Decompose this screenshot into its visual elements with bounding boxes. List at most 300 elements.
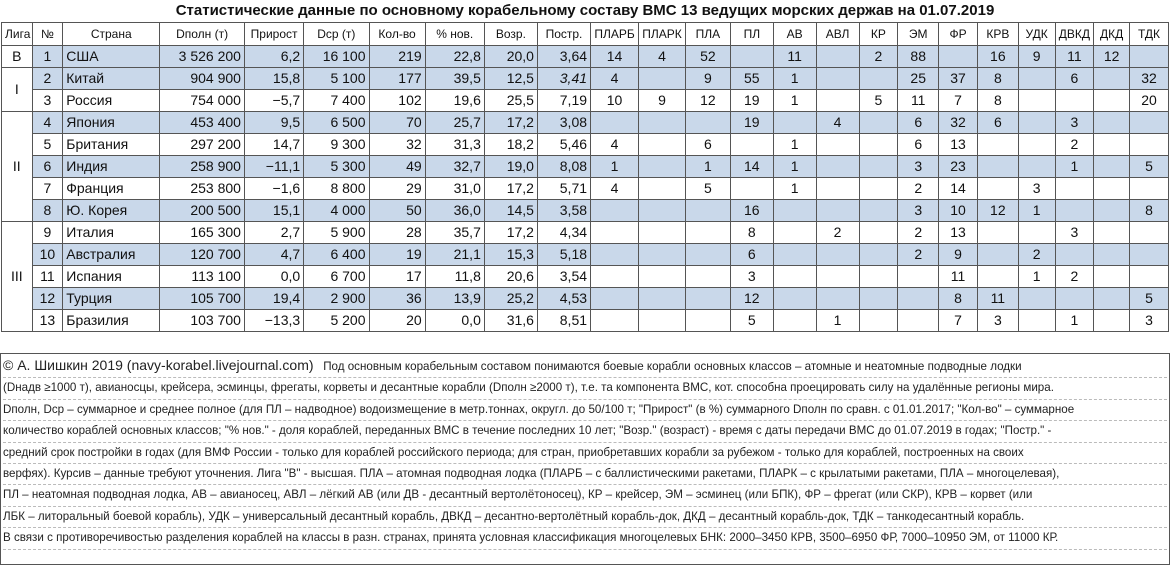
table-cell: 6: [1055, 68, 1094, 90]
table-cell: [1018, 68, 1055, 90]
table-cell: 11,8: [425, 266, 484, 288]
table-cell: 11: [977, 288, 1018, 310]
table-cell: 5: [859, 90, 898, 112]
table-cell: [1130, 46, 1169, 68]
table-cell: 2: [1055, 134, 1094, 156]
table-cell: [898, 310, 939, 332]
table-cell: 3: [898, 156, 939, 178]
table-cell: 32,7: [425, 156, 484, 178]
table-cell: 8: [32, 200, 63, 222]
table-cell: −1,6: [244, 178, 303, 200]
table-cell: [1094, 112, 1130, 134]
table-cell: 4,34: [537, 222, 590, 244]
table-cell: 5 300: [304, 156, 369, 178]
table-cell: 8: [1130, 200, 1169, 222]
table-cell: [1094, 68, 1130, 90]
column-header: №: [32, 23, 63, 46]
table-cell: 16: [977, 46, 1018, 68]
table-cell: 2: [898, 178, 939, 200]
table-cell: 9: [32, 222, 63, 244]
table-cell: 2,7: [244, 222, 303, 244]
table-row: [2, 134, 1169, 156]
table-cell: 20,6: [484, 266, 537, 288]
table-cell: 10: [591, 90, 639, 112]
column-header: Dср (т): [304, 23, 369, 46]
table-row: [2, 244, 1169, 266]
table-cell: [639, 156, 686, 178]
table-cell: [859, 112, 898, 134]
table-cell: 29: [369, 178, 425, 200]
table-cell: [1130, 112, 1169, 134]
table-cell: 258 900: [160, 156, 245, 178]
table-cell: 32: [1130, 68, 1169, 90]
table-cell: 6 500: [304, 112, 369, 134]
table-cell: [1130, 266, 1169, 288]
column-header: ДКД: [1094, 23, 1130, 46]
table-cell: [730, 46, 773, 68]
table-cell: [639, 200, 686, 222]
table-cell: 28: [369, 222, 425, 244]
table-cell: 1: [32, 46, 63, 68]
table-cell: 20,0: [484, 46, 537, 68]
table-cell: [591, 244, 639, 266]
table-cell: [1018, 288, 1055, 310]
table-row: [2, 200, 1169, 222]
table-cell: 3: [1055, 112, 1094, 134]
table-cell: 15,3: [484, 244, 537, 266]
table-cell: [977, 266, 1018, 288]
table-cell: 113 100: [160, 266, 245, 288]
table-cell: [685, 200, 730, 222]
table-cell: 6: [898, 112, 939, 134]
table-cell: 5 900: [304, 222, 369, 244]
table-cell: 1: [773, 90, 816, 112]
table-cell: 7: [939, 310, 978, 332]
table-cell: 6: [898, 134, 939, 156]
table-cell: 3: [1130, 310, 1169, 332]
notes-text: Под основным корабельным составом понимаются боевые корабли основных классов – атомные и неатомные подводные лодки: [323, 360, 1022, 373]
table-cell: −5,7: [244, 90, 303, 112]
table-cell: 32: [369, 134, 425, 156]
table-cell: 3: [1018, 178, 1055, 200]
country-cell: Австралия: [63, 244, 160, 266]
table-row: [2, 178, 1169, 200]
table-cell: 6: [685, 134, 730, 156]
column-header: ПЛ: [730, 23, 773, 46]
table-cell: [816, 178, 859, 200]
table-cell: 14: [730, 156, 773, 178]
table-cell: 5: [685, 178, 730, 200]
column-header: Лига: [2, 23, 33, 46]
table-cell: 25: [898, 68, 939, 90]
table-cell: 19: [369, 244, 425, 266]
table-cell: 25,2: [484, 288, 537, 310]
table-cell: 0,0: [425, 310, 484, 332]
column-header: ЭМ: [898, 23, 939, 46]
table-cell: [816, 266, 859, 288]
table-cell: 19: [730, 90, 773, 112]
notes-line-9: В связи с противоречивостью разделения кораблей на классы в разн. странах, принята условная классификация многоцелевых БНК: 2000–3450 КРВ, 3500–6950 ФР, 7000–10950 ЭМ, от 11000 КР.: [3, 528, 1167, 549]
table-cell: [639, 112, 686, 134]
column-header: АВЛ: [816, 23, 859, 46]
table-cell: [859, 310, 898, 332]
table-row: [2, 310, 1169, 332]
table-cell: 12: [32, 288, 63, 310]
country-cell: США: [63, 46, 160, 68]
table-cell: 13: [939, 222, 978, 244]
table-cell: 8 800: [304, 178, 369, 200]
table-cell: [1018, 222, 1055, 244]
table-cell: [685, 266, 730, 288]
table-cell: 12: [730, 288, 773, 310]
table-cell: 36,0: [425, 200, 484, 222]
table-cell: 19: [730, 112, 773, 134]
table-cell: [591, 310, 639, 332]
table-cell: 3: [898, 200, 939, 222]
table-cell: 20: [1130, 90, 1169, 112]
table-cell: [773, 244, 816, 266]
table-cell: 2: [1018, 244, 1055, 266]
table-cell: 14: [939, 178, 978, 200]
table-cell: 13,9: [425, 288, 484, 310]
table-cell: 18,2: [484, 134, 537, 156]
table-cell: 2: [1055, 266, 1094, 288]
league-cell: III: [2, 222, 33, 332]
table-cell: 11: [1055, 46, 1094, 68]
table-cell: [1094, 244, 1130, 266]
table-row: [2, 266, 1169, 288]
table-cell: 36: [369, 288, 425, 310]
table-cell: [1018, 156, 1055, 178]
table-cell: 14,5: [484, 200, 537, 222]
table-cell: 297 200: [160, 134, 245, 156]
table-cell: [977, 156, 1018, 178]
table-cell: [730, 134, 773, 156]
table-cell: [859, 266, 898, 288]
table-cell: 1: [773, 134, 816, 156]
country-cell: Россия: [63, 90, 160, 112]
table-cell: 6: [32, 156, 63, 178]
notes-line-6: верфях). Курсив – данные требуют уточнения. Лига "В" - высшая. ПЛА – атомная подводная лодка (ПЛАРБ – с баллистическими ракетами, ПЛАРК – с крылатыми ракетами, ПЛА – многоцелевая),: [3, 464, 1167, 485]
table-cell: [591, 222, 639, 244]
table-cell: 3: [730, 266, 773, 288]
table-cell: 165 300: [160, 222, 245, 244]
table-cell: [1094, 200, 1130, 222]
table-cell: [1094, 310, 1130, 332]
column-header: ФР: [939, 23, 978, 46]
table-cell: [816, 46, 859, 68]
table-cell: 21,1: [425, 244, 484, 266]
country-cell: Италия: [63, 222, 160, 244]
copyright: © А. Шишкин 2019 (navy-korabel.livejournal.com): [3, 357, 314, 373]
table-cell: 4: [591, 178, 639, 200]
table-cell: [977, 222, 1018, 244]
table-cell: [859, 156, 898, 178]
notes-line-5: средний срок постройки в годах (для ВМФ России - только для кораблей российского периода; для стран, приобретавших корабли за рубежом - только для кораблей, построенных на своих: [3, 443, 1167, 464]
table-cell: 9 300: [304, 134, 369, 156]
table-cell: [1018, 134, 1055, 156]
table-cell: [639, 222, 686, 244]
table-cell: 9: [685, 68, 730, 90]
table-cell: 5: [1130, 156, 1169, 178]
table-cell: [1094, 222, 1130, 244]
table-cell: 6: [977, 112, 1018, 134]
table-cell: [773, 288, 816, 310]
table-cell: 8,08: [537, 156, 590, 178]
table-cell: 6 700: [304, 266, 369, 288]
table-title: Статистические данные по основному корабельному составу ВМС 13 ведущих морских держав на 01.07.2019: [175, 2, 995, 19]
table-cell: 904 900: [160, 68, 245, 90]
table-cell: 5,71: [537, 178, 590, 200]
table-cell: 17,2: [484, 178, 537, 200]
table-cell: [977, 134, 1018, 156]
table-cell: [1055, 244, 1094, 266]
table-cell: 6,2: [244, 46, 303, 68]
column-header: КР: [859, 23, 898, 46]
table-cell: 35,7: [425, 222, 484, 244]
table-cell: 12: [1094, 46, 1130, 68]
table-cell: 16: [730, 200, 773, 222]
table-cell: 9: [1018, 46, 1055, 68]
table-cell: 25,5: [484, 90, 537, 112]
table-cell: 1: [685, 156, 730, 178]
table-cell: 12,5: [484, 68, 537, 90]
navy-stats-table: [1, 22, 1169, 332]
table-row: [2, 156, 1169, 178]
table-cell: 3,54: [537, 266, 590, 288]
table-cell: 4: [816, 112, 859, 134]
table-cell: 5,46: [537, 134, 590, 156]
table-cell: [773, 112, 816, 134]
country-cell: Испания: [63, 266, 160, 288]
table-cell: 4: [591, 68, 639, 90]
table-cell: [639, 178, 686, 200]
table-cell: 5: [32, 134, 63, 156]
table-cell: [1094, 288, 1130, 310]
table-cell: 14,7: [244, 134, 303, 156]
country-cell: Китай: [63, 68, 160, 90]
table-cell: 3: [32, 90, 63, 112]
table-cell: 9: [639, 90, 686, 112]
table-cell: [1130, 134, 1169, 156]
table-cell: [859, 134, 898, 156]
table-cell: 8: [977, 68, 1018, 90]
table-cell: 3: [1055, 222, 1094, 244]
table-cell: [939, 46, 978, 68]
table-cell: [816, 134, 859, 156]
table-cell: 1: [816, 310, 859, 332]
table-cell: 52: [685, 46, 730, 68]
table-row: [2, 222, 1169, 244]
table-cell: [859, 68, 898, 90]
table-cell: 8: [939, 288, 978, 310]
country-cell: Турция: [63, 288, 160, 310]
table-cell: 1: [773, 68, 816, 90]
table-cell: 5,18: [537, 244, 590, 266]
table-cell: 88: [898, 46, 939, 68]
table-cell: [816, 90, 859, 112]
table-cell: [773, 266, 816, 288]
table-cell: 70: [369, 112, 425, 134]
table-cell: 11: [939, 266, 978, 288]
table-cell: 8: [977, 90, 1018, 112]
table-cell: [591, 288, 639, 310]
country-cell: Ю. Корея: [63, 200, 160, 222]
table-cell: [859, 222, 898, 244]
table-cell: 3,58: [537, 200, 590, 222]
table-cell: [816, 68, 859, 90]
table-cell: 55: [730, 68, 773, 90]
column-header: АВ: [773, 23, 816, 46]
table-row: [2, 46, 1169, 68]
table-cell: 1: [773, 156, 816, 178]
notes-line-8: ЛБК – литоральный боевой корабль), УДК – универсальный десантный корабль, ДВКД – десантно-вертолётный корабль-док, ДКД – десантный корабль-док, ТДК – танкодесантный корабль.: [3, 507, 1167, 528]
table-cell: 1: [1055, 310, 1094, 332]
table-row: [2, 112, 1169, 134]
table-row: [2, 68, 1169, 90]
column-header: Dполн (т): [160, 23, 245, 46]
table-cell: [977, 244, 1018, 266]
table-cell: 103 700: [160, 310, 245, 332]
table-cell: [1130, 178, 1169, 200]
table-cell: 22,8: [425, 46, 484, 68]
table-cell: 14: [591, 46, 639, 68]
table-cell: [1018, 310, 1055, 332]
table-cell: 31,0: [425, 178, 484, 200]
table-cell: 1: [1018, 266, 1055, 288]
table-cell: 754 000: [160, 90, 245, 112]
table-cell: 2: [816, 222, 859, 244]
table-cell: [685, 112, 730, 134]
column-header: КРВ: [977, 23, 1018, 46]
column-header: ДВКД: [1055, 23, 1094, 46]
table-cell: [639, 244, 686, 266]
table-cell: 1: [773, 178, 816, 200]
table-cell: 12: [685, 90, 730, 112]
notes-line-4: количество кораблей основных классов; "% нов." - доля кораблей, переданных ВМС в течение последних 10 лет; "Возр." (возраст) - время с даты передачи ВМС до 01.07.2019 в годах; "Постр." -: [3, 421, 1167, 442]
table-cell: 4: [32, 112, 63, 134]
column-header: Кол-во: [369, 23, 425, 46]
table-cell: [1055, 90, 1094, 112]
table-cell: 11: [898, 90, 939, 112]
column-header: Страна: [63, 23, 160, 46]
column-header: Прирост: [244, 23, 303, 46]
column-header: % нов.: [425, 23, 484, 46]
table-cell: [730, 178, 773, 200]
table-cell: 4,53: [537, 288, 590, 310]
table-cell: 9,5: [244, 112, 303, 134]
notes-line-7: ПЛ – неатомная подводная лодка, АВ – авианосец, АВЛ – лёгкий АВ (или ДВ - десантный вертолётоносец), КР – крейсер, ЭМ – эсминец (или БПК), ФР – фрегат (или СКР), КРВ – корвет (или: [3, 485, 1167, 506]
notes-line-2: (Dнадв ≥1000 т), авианосцы, крейсера, эсминцы, фрегаты, корветы и десантные корабли (Dполн ≥2000 т), т.е. та компонента ВМС, кот. способна проецировать силу на удалённые регионы мира.: [3, 378, 1167, 399]
table-cell: 23: [939, 156, 978, 178]
table-cell: [1130, 222, 1169, 244]
table-cell: 11: [773, 46, 816, 68]
table-cell: 7,19: [537, 90, 590, 112]
country-cell: Франция: [63, 178, 160, 200]
table-cell: 2: [859, 46, 898, 68]
table-cell: 5: [730, 310, 773, 332]
table-cell: [1130, 244, 1169, 266]
table-cell: 10: [939, 200, 978, 222]
table-cell: [639, 266, 686, 288]
table-cell: 5 200: [304, 310, 369, 332]
table-cell: [591, 266, 639, 288]
table-cell: −11,1: [244, 156, 303, 178]
table-cell: 1: [591, 156, 639, 178]
column-header: Возр.: [484, 23, 537, 46]
table-cell: 105 700: [160, 288, 245, 310]
column-header: ПЛА: [685, 23, 730, 46]
table-cell: [591, 200, 639, 222]
table-cell: [1055, 178, 1094, 200]
table-cell: 7: [939, 90, 978, 112]
table-cell: [1094, 156, 1130, 178]
table-cell: 2: [898, 244, 939, 266]
table-cell: 25,7: [425, 112, 484, 134]
table-cell: [1018, 90, 1055, 112]
table-cell: 102: [369, 90, 425, 112]
table-cell: [1094, 266, 1130, 288]
table-cell: [859, 288, 898, 310]
column-header: ПЛАРБ: [591, 23, 639, 46]
league-cell: I: [2, 68, 33, 112]
table-cell: 37: [939, 68, 978, 90]
table-cell: [859, 178, 898, 200]
table-cell: [639, 310, 686, 332]
header-row: [2, 23, 1169, 46]
table-cell: 17,2: [484, 112, 537, 134]
table-cell: 6: [730, 244, 773, 266]
table-cell: 49: [369, 156, 425, 178]
table-cell: [773, 310, 816, 332]
country-cell: Бразилия: [63, 310, 160, 332]
table-cell: 2: [32, 68, 63, 90]
table-cell: 31,6: [484, 310, 537, 332]
table-cell: 13: [939, 134, 978, 156]
table-cell: [591, 112, 639, 134]
table-cell: 16 100: [304, 46, 369, 68]
table-cell: 120 700: [160, 244, 245, 266]
table-cell: 7 400: [304, 90, 369, 112]
table-cell: 15,8: [244, 68, 303, 90]
table-cell: 39,5: [425, 68, 484, 90]
table-cell: 4,7: [244, 244, 303, 266]
country-cell: Британия: [63, 134, 160, 156]
table-cell: 4: [639, 46, 686, 68]
table-cell: 8: [730, 222, 773, 244]
table-cell: 10: [32, 244, 63, 266]
table-cell: 1: [1018, 200, 1055, 222]
table-cell: 12: [977, 200, 1018, 222]
table-cell: 3 526 200: [160, 46, 245, 68]
table-cell: 17: [369, 266, 425, 288]
table-cell: 5 100: [304, 68, 369, 90]
table-cell: [977, 178, 1018, 200]
table-cell: [1055, 200, 1094, 222]
table-cell: [639, 288, 686, 310]
table-cell: 7: [32, 178, 63, 200]
table-cell: 4: [591, 134, 639, 156]
table-cell: 2 900: [304, 288, 369, 310]
table-cell: 17,2: [484, 222, 537, 244]
table-row: [2, 90, 1169, 112]
table-cell: 11: [32, 266, 63, 288]
table-cell: −13,3: [244, 310, 303, 332]
table-cell: 1: [1055, 156, 1094, 178]
table-cell: 15,1: [244, 200, 303, 222]
column-header: ТДК: [1130, 23, 1169, 46]
table-cell: [859, 244, 898, 266]
